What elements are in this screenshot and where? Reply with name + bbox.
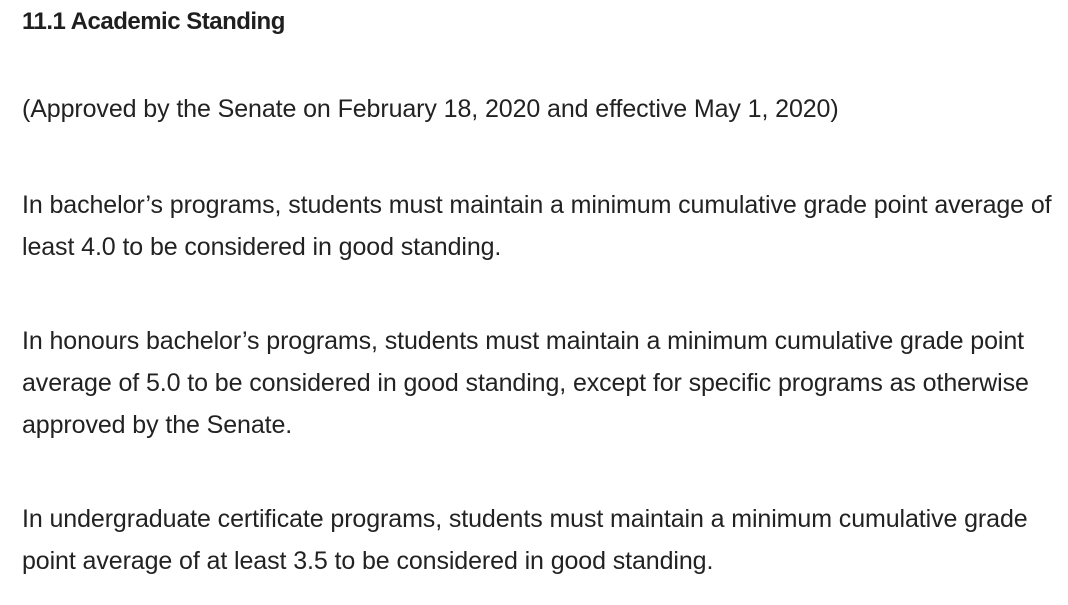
paragraph-undergraduate-certificate-programs: In undergraduate certificate programs, students must maintain a minimum cumulative grade point average of at least 3.5 to be considered in good standing. bbox=[22, 505, 1028, 575]
document-section bbox=[22, 0, 1052, 582]
paragraph-bachelor-programs: In bachelor’s programs, students must maintain a minimum cumulative grade point average of least 4.0 to be considered in good standing. bbox=[22, 191, 1052, 261]
section-heading: 11.1 Academic Standing bbox=[22, 8, 285, 35]
paragraph-honours-bachelor-programs: In honours bachelor’s programs, students must maintain a minimum cumulative grade point average of 5.0 to be considered in good standing, except for specific programs as otherwise approved by the Senate. bbox=[22, 327, 1029, 439]
approval-note: (Approved by the Senate on February 18, 2020 and effective May 1, 2020) bbox=[22, 95, 839, 123]
